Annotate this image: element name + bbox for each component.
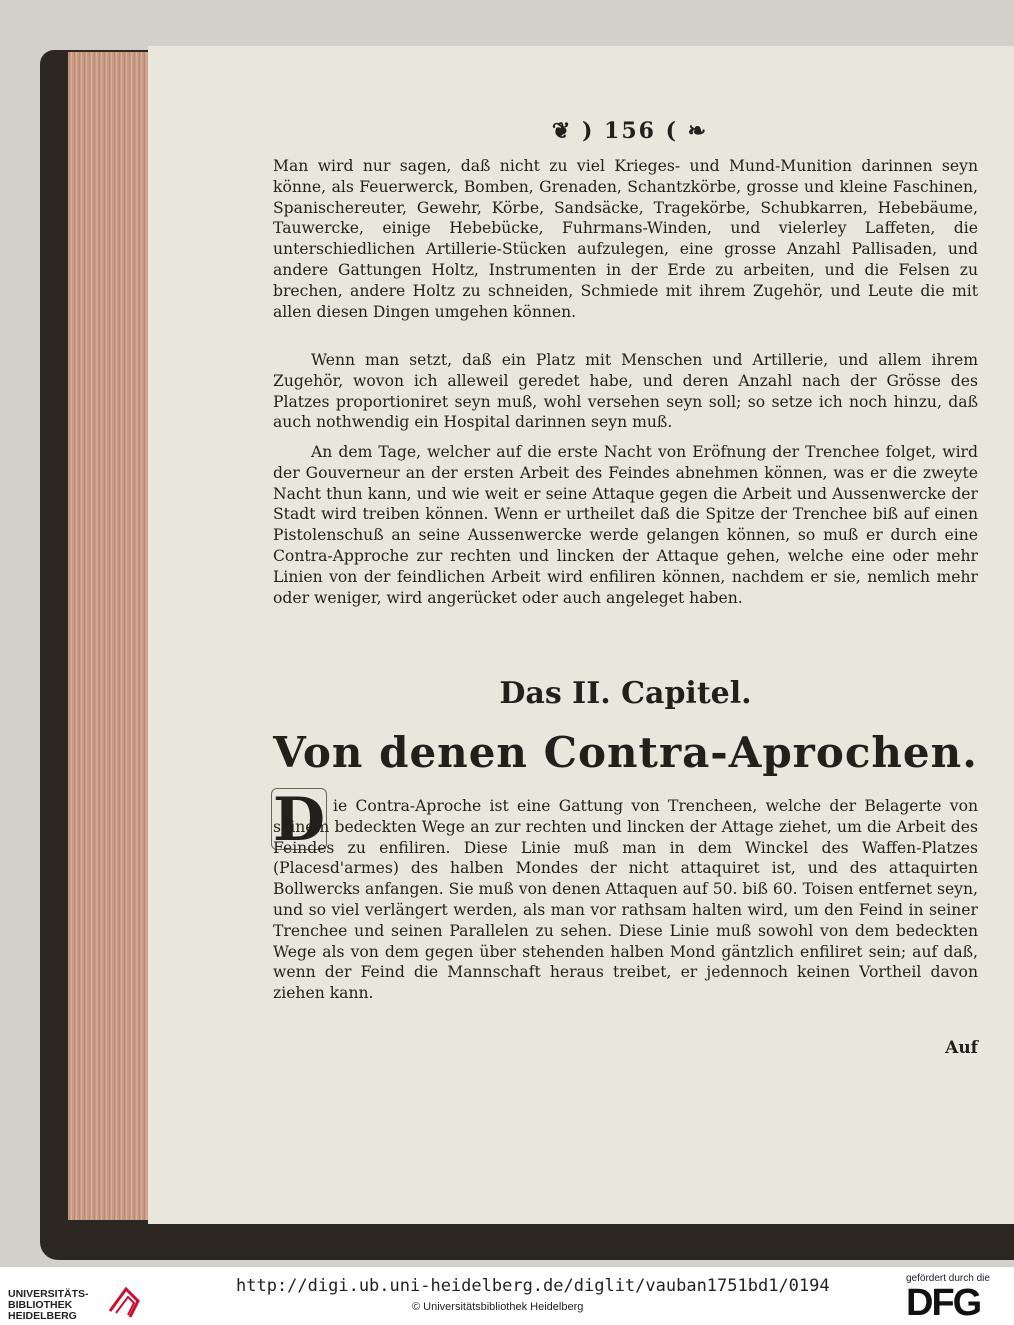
chapter-heading: Das II. Capitel. [499,676,752,711]
logo-text-line-2: BIBLIOTHEK [8,1299,73,1311]
paragraph-1: Man wird nur sagen, daß nicht zu viel Krieges- und Mund-Munition darinnen seyn könne, als Feuerwerck, Bomben, Grenaden, Schantzkörbe, grosse und kleine Faschinen, Spanischereuter, Gewehr, Körbe, Sandsäcke, Tragekörbe, Schubkarren, Hebebäume, Tauwercke, einige Hebebücke, Fuhrmans-Winden, und vielerley Laffeten, die unterschiedlichen Artillerie-Stücken aufzulegen, eine grosse Anzahl Pallisaden, und andere Gattungen Holtz, Instrumenten in der Erde zu arbeiten, und die Felsen zu brechen, andere Holtz zu schneiden, Schmiede mit ihrem Zugehör, und Leute die mit allen diesen Dingen umgehen können. [273,157,978,321]
funded-by-label: gefördert durch die [906,1273,990,1284]
copyright-notice: © Universitätsbibliothek Heidelberg [412,1301,584,1313]
dfg-logo[interactable]: DFG [906,1282,981,1324]
permalink-url[interactable]: http://digi.ub.uni-heidelberg.de/diglit/vauban1751bd1/0194 [236,1276,830,1296]
library-logo-mark-icon [104,1281,144,1321]
paragraph-2: Wenn man setzt, daß ein Platz mit Menschen und Artillerie, und allem ihrem Zugehör, wovon ich alleweil geredet habe, und deren Anzahl nach der Grösse des Platzes proportioniret seyn muß, wohl versehen seyn soll; so setze ich noch hinzu, daß auch nothwendig ein Hospital darinnen seyn muß. [273,351,978,432]
drop-cap-initial: D [272,785,326,855]
viewer-footer [0,1266,1014,1325]
page-number-header: ❦ ) 156 ( ❧ [551,118,709,144]
logo-text-line-3: HEIDELBERG [8,1310,77,1322]
catchword: Auf [945,1038,978,1058]
university-library-logo[interactable] [8,1289,89,1322]
chapter-title: Von denen Contra-Aprochen. [273,728,978,777]
chapter-paragraph: ie Contra-Aproche ist eine Gattung von Trencheen, welche der Belagerte von seinem bedeckten Wege an zur rechten und lincken der Attage ziehet, um die Arbeit des Feindes zu enfiliren. Diese Linie muß man in dem Winckel des Waffen-Platzes (Placesd'armes) des halben Mondes der nicht attaquiret ist, und des attaquirten Bollwercks anfangen. Sie muß von denen Attaquen auf 50. biß 60. Toisen entfernet seyn, und so viel verlängert werden, als man vor rathsam halten wird, um den Feind in seiner Trenchee und seinen Parallelen zu sehen. Diese Linie muß sowohl von dem bedeckten Wege als von dem gegen über stehenden halben Mond gäntzlich enfiliret sein; auf daß, wenn der Feind die Mannschaft heraus treibet, er jedennoch keinen Vortheil davon ziehen kann. [273,797,978,1003]
logo-text-line-1: UNIVERSITÄTS- [8,1288,89,1300]
page-edges [68,52,148,1220]
paragraph-3: An dem Tage, welcher auf die erste Nacht von Eröfnung der Trenchee folget, wird der Gouverneur an der ersten Arbeit des Feindes abnehmen können, was er die zweyte Nacht thun kann, und wie weit er seine Attaque gegen die Arbeit und Aussenwercke der Stadt wird treiben können. Wenn er urtheilet daß die Spitze der Trenchee biß auf einen Pistolenschuß an seine Aussenwercke werde gelangen können, so muß er durch eine Contra-Approche zur rechten und lincken der Attaque gehen, welche eine oder mehr Linien von der feindlichen Arbeit wird enfiliren können, nachdem er sie, nemlich mehr oder weniger, wird angerücket oder auch angeleget haben. [273,443,978,607]
